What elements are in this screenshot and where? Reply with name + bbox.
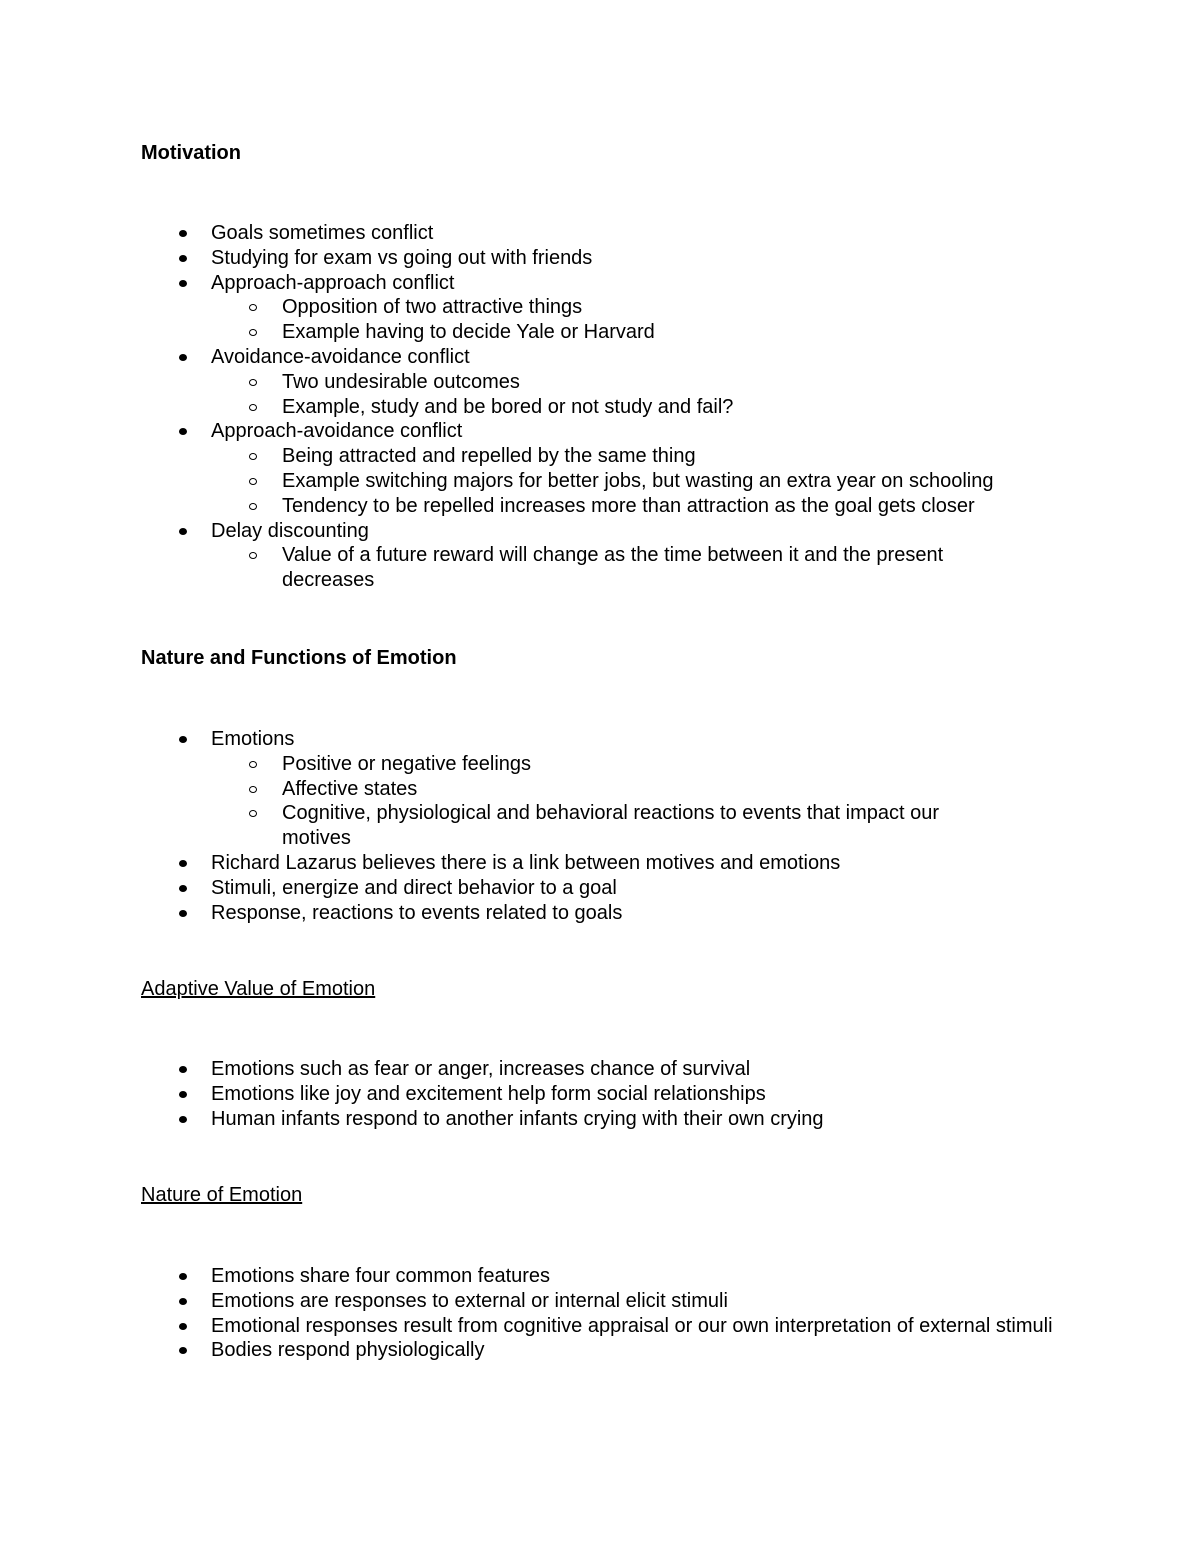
list-item	[0, 1289, 1071, 1314]
hollow-bullet-icon	[249, 810, 257, 817]
list-item	[0, 901, 1071, 926]
sub-list-item	[0, 469, 1012, 494]
hollow-bullet-icon	[249, 453, 257, 460]
bullet-list-adaptive-value	[0, 1057, 1200, 1131]
bullet-list-nature-of-emotion	[0, 1264, 1200, 1363]
hollow-bullet-icon	[249, 478, 257, 485]
list-item	[0, 851, 1071, 876]
bullet-icon	[179, 910, 187, 917]
list-item-text: Delay discounting	[211, 519, 369, 542]
list-item-text: Human infants respond to another infants crying with their own crying	[211, 1107, 824, 1130]
bullet-icon	[179, 1091, 187, 1098]
bullet-icon	[179, 860, 187, 867]
sub-list-item-text: Affective states	[282, 777, 418, 800]
hollow-bullet-icon	[249, 379, 257, 386]
sub-list-item-text: Positive or negative feelings	[282, 752, 532, 775]
sub-list-item	[0, 444, 1012, 469]
list-item	[0, 419, 1071, 444]
section-heading-nature-functions-emotion: Nature and Functions of Emotion	[141, 647, 457, 669]
sub-list-item-text: Tendency to be repelled increases more than attraction as the goal gets closer	[282, 494, 975, 517]
hollow-bullet-icon	[249, 304, 257, 311]
hollow-bullet-icon	[249, 503, 257, 510]
list-item	[0, 345, 1071, 370]
sub-list-item-text: Being attracted and repelled by the same thing	[282, 445, 696, 468]
list-item-text: Richard Lazarus believes there is a link between motives and emotions	[211, 851, 841, 874]
bullet-icon	[179, 280, 187, 287]
list-item	[0, 1338, 1071, 1363]
bullet-list-nature-functions-emotion	[0, 727, 1200, 925]
list-item-text: Bodies respond physiologically	[211, 1339, 485, 1362]
sub-list-item	[0, 752, 1012, 777]
list-item	[0, 1107, 1071, 1132]
list-item	[0, 1057, 1071, 1082]
hollow-bullet-icon	[249, 329, 257, 336]
bullet-icon	[179, 528, 187, 535]
bullet-icon	[179, 428, 187, 435]
sub-list-item-text: Value of a future reward will change as the time between it and the present decreases	[282, 544, 944, 592]
list-item-text: Approach-avoidance conflict	[211, 420, 463, 443]
list-item-text: Studying for exam vs going out with friends	[211, 246, 593, 269]
sub-list-item	[0, 395, 1012, 420]
list-item-text: Emotions	[211, 728, 295, 750]
hollow-bullet-icon	[249, 761, 257, 768]
list-item-text: Emotional responses result from cognitive appraisal or our own interpretation of external stimuli	[211, 1314, 1053, 1337]
bullet-icon	[179, 1273, 187, 1280]
list-item-text: Stimuli, energize and direct behavior to a goal	[211, 876, 617, 899]
list-item	[0, 519, 1071, 544]
list-item	[0, 271, 1071, 296]
sub-list-item-text: Example having to decide Yale or Harvard	[282, 321, 655, 344]
bullet-icon	[179, 255, 187, 262]
list-item-text: Goals sometimes conflict	[211, 222, 434, 244]
bullet-icon	[179, 354, 187, 361]
list-item	[0, 727, 1071, 752]
list-item	[0, 876, 1071, 901]
bullet-icon	[179, 230, 187, 237]
list-item	[0, 221, 1071, 246]
bullet-list-motivation	[0, 221, 1200, 593]
sub-list-item	[0, 801, 1012, 851]
list-item-text: Emotions are responses to external or internal elicit stimuli	[211, 1289, 728, 1312]
bullet-icon	[179, 1116, 187, 1123]
list-item-text: Emotions like joy and excitement help form social relationships	[211, 1082, 766, 1105]
bullet-icon	[179, 1066, 187, 1073]
sub-list-item-text: Example, study and be bored or not study and fail?	[282, 395, 734, 418]
hollow-bullet-icon	[249, 404, 257, 411]
hollow-bullet-icon	[249, 786, 257, 793]
list-item	[0, 1314, 1071, 1339]
sub-list-item	[0, 494, 1012, 519]
bullet-icon	[179, 885, 187, 892]
sub-list-item	[0, 320, 1012, 345]
list-item-text: Avoidance-avoidance conflict	[211, 345, 470, 368]
sub-list-item	[0, 295, 1012, 320]
bullet-icon	[179, 1347, 187, 1354]
sub-list-item	[0, 370, 1012, 395]
list-item	[0, 1264, 1071, 1289]
sub-list-item-text: Example switching majors for better jobs, but wasting an extra year on schooling	[282, 469, 994, 492]
sub-list-item-text: Opposition of two attractive things	[282, 296, 583, 319]
section-heading-adaptive-value: Adaptive Value of Emotion	[141, 978, 376, 1000]
list-item-text: Response, reactions to events related to goals	[211, 901, 623, 924]
sub-list-item-text: Two undesirable outcomes	[282, 370, 520, 393]
bullet-icon	[179, 736, 187, 743]
bullet-icon	[179, 1323, 187, 1330]
sub-list-item	[0, 543, 1012, 593]
list-item	[0, 246, 1071, 271]
list-item-text: Approach-approach conflict	[211, 271, 455, 294]
bullet-icon	[179, 1298, 187, 1305]
section-heading-motivation: Motivation	[141, 142, 241, 164]
list-item-text: Emotions share four common features	[211, 1265, 551, 1287]
sub-list-item-text: Cognitive, physiological and behavioral reactions to events that impact our motives	[282, 802, 940, 850]
hollow-bullet-icon	[249, 552, 257, 559]
sub-list-item	[0, 777, 1012, 802]
list-item-text: Emotions such as fear or anger, increases chance of survival	[211, 1058, 751, 1080]
section-heading-nature-of-emotion: Nature of Emotion	[141, 1184, 303, 1206]
list-item	[0, 1082, 1071, 1107]
